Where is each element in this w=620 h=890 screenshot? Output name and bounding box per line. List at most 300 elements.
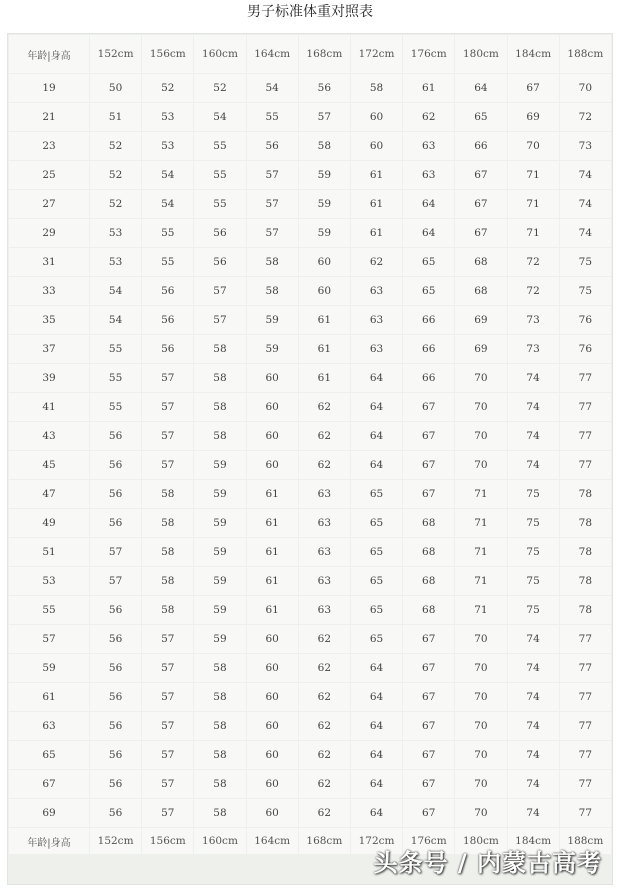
- weight-cell: 57: [194, 277, 245, 305]
- weight-cell: 61: [351, 219, 402, 247]
- weight-cell: 76: [560, 335, 611, 363]
- weight-cell: 54: [194, 103, 245, 131]
- weight-cell: 57: [299, 103, 350, 131]
- weight-cell: 71: [508, 161, 559, 189]
- weight-cell: 74: [508, 741, 559, 769]
- age-cell: 55: [9, 596, 89, 624]
- weight-cell: 60: [247, 741, 298, 769]
- weight-cell: 67: [403, 654, 454, 682]
- weight-cell: 57: [142, 799, 193, 827]
- table-row: [9, 770, 611, 798]
- table-row: [9, 538, 611, 566]
- weight-cell: 64: [403, 190, 454, 218]
- age-cell: 29: [9, 219, 89, 247]
- age-cell: 69: [9, 799, 89, 827]
- height-header-cell: 188cm: [560, 828, 611, 854]
- weight-cell: 78: [560, 567, 611, 595]
- age-cell: 67: [9, 770, 89, 798]
- table-row: [9, 451, 611, 479]
- weight-table: [8, 34, 612, 855]
- weight-cell: 54: [142, 161, 193, 189]
- weight-cell: 65: [351, 596, 402, 624]
- weight-cell: 57: [247, 219, 298, 247]
- weight-cell: 62: [299, 451, 350, 479]
- table-row: [9, 683, 611, 711]
- weight-cell: 70: [455, 364, 506, 392]
- weight-cell: 70: [455, 770, 506, 798]
- weight-cell: 70: [455, 422, 506, 450]
- height-header-cell: 180cm: [455, 35, 506, 73]
- weight-cell: 62: [299, 393, 350, 421]
- weight-cell: 61: [403, 74, 454, 102]
- weight-cell: 60: [351, 132, 402, 160]
- height-header-cell: 156cm: [142, 828, 193, 854]
- weight-cell: 67: [403, 683, 454, 711]
- weight-cell: 72: [560, 103, 611, 131]
- weight-cell: 73: [508, 335, 559, 363]
- weight-cell: 55: [90, 393, 141, 421]
- weight-cell: 66: [455, 132, 506, 160]
- weight-cell: 74: [508, 625, 559, 653]
- weight-cell: 57: [142, 683, 193, 711]
- weight-cell: 60: [247, 364, 298, 392]
- weight-cell: 54: [90, 277, 141, 305]
- watermark: 头条号 / 内蒙古高考: [373, 849, 602, 877]
- weight-cell: 64: [351, 683, 402, 711]
- weight-cell: 57: [142, 770, 193, 798]
- weight-cell: 55: [194, 161, 245, 189]
- weight-cell: 58: [142, 567, 193, 595]
- weight-cell: 58: [194, 335, 245, 363]
- weight-cell: 58: [194, 770, 245, 798]
- weight-cell: 66: [403, 306, 454, 334]
- weight-cell: 70: [508, 132, 559, 160]
- weight-cell: 71: [455, 509, 506, 537]
- weight-cell: 56: [142, 335, 193, 363]
- weight-cell: 78: [560, 538, 611, 566]
- weight-cell: 60: [351, 103, 402, 131]
- age-cell: 57: [9, 625, 89, 653]
- weight-cell: 71: [455, 480, 506, 508]
- weight-cell: 59: [194, 625, 245, 653]
- weight-cell: 59: [247, 335, 298, 363]
- weight-cell: 64: [351, 422, 402, 450]
- weight-cell: 74: [508, 364, 559, 392]
- weight-cell: 58: [194, 712, 245, 740]
- weight-cell: 74: [560, 219, 611, 247]
- weight-cell: 57: [142, 712, 193, 740]
- age-cell: 31: [9, 248, 89, 276]
- table-row: [9, 799, 611, 827]
- weight-cell: 61: [247, 596, 298, 624]
- weight-cell: 62: [299, 683, 350, 711]
- age-cell: 19: [9, 74, 89, 102]
- weight-cell: 71: [455, 538, 506, 566]
- weight-cell: 58: [142, 538, 193, 566]
- weight-cell: 60: [247, 393, 298, 421]
- corner-label: 年龄|身高: [9, 35, 89, 73]
- table-row: [9, 422, 611, 450]
- weight-cell: 62: [299, 422, 350, 450]
- weight-cell: 56: [90, 480, 141, 508]
- weight-cell: 66: [403, 364, 454, 392]
- weight-table-body: [9, 35, 611, 854]
- weight-cell: 68: [455, 248, 506, 276]
- age-cell: 33: [9, 277, 89, 305]
- height-header-cell: 176cm: [403, 35, 454, 73]
- weight-cell: 78: [560, 596, 611, 624]
- weight-cell: 77: [560, 683, 611, 711]
- weight-cell: 59: [194, 567, 245, 595]
- height-header-cell: 152cm: [90, 828, 141, 854]
- height-header-cell: 156cm: [142, 35, 193, 73]
- weight-cell: 58: [194, 654, 245, 682]
- weight-cell: 57: [142, 741, 193, 769]
- age-cell: 27: [9, 190, 89, 218]
- weight-cell: 67: [455, 219, 506, 247]
- height-header-cell: 176cm: [403, 828, 454, 854]
- weight-cell: 67: [403, 393, 454, 421]
- weight-cell: 67: [403, 422, 454, 450]
- weight-cell: 69: [455, 306, 506, 334]
- table-row: [9, 654, 611, 682]
- weight-cell: 61: [351, 190, 402, 218]
- weight-cell: 56: [299, 74, 350, 102]
- weight-cell: 51: [90, 103, 141, 131]
- weight-cell: 60: [247, 770, 298, 798]
- age-cell: 43: [9, 422, 89, 450]
- table-row: [9, 625, 611, 653]
- weight-cell: 75: [560, 277, 611, 305]
- weight-cell: 60: [299, 277, 350, 305]
- weight-cell: 59: [299, 161, 350, 189]
- weight-cell: 70: [455, 741, 506, 769]
- weight-cell: 67: [508, 74, 559, 102]
- weight-cell: 58: [194, 422, 245, 450]
- height-header-cell: 160cm: [194, 828, 245, 854]
- weight-cell: 56: [142, 277, 193, 305]
- weight-cell: 57: [247, 190, 298, 218]
- weight-cell: 56: [90, 422, 141, 450]
- weight-cell: 67: [403, 480, 454, 508]
- weight-cell: 71: [455, 567, 506, 595]
- weight-cell: 59: [299, 219, 350, 247]
- weight-cell: 56: [90, 770, 141, 798]
- weight-cell: 72: [508, 248, 559, 276]
- weight-cell: 57: [142, 625, 193, 653]
- weight-cell: 53: [142, 103, 193, 131]
- weight-cell: 60: [247, 422, 298, 450]
- weight-cell: 75: [508, 567, 559, 595]
- weight-cell: 59: [194, 596, 245, 624]
- table-row: [9, 596, 611, 624]
- weight-cell: 61: [247, 480, 298, 508]
- weight-cell: 64: [351, 393, 402, 421]
- weight-cell: 56: [90, 712, 141, 740]
- weight-cell: 58: [142, 596, 193, 624]
- weight-cell: 71: [455, 596, 506, 624]
- weight-cell: 57: [194, 306, 245, 334]
- weight-cell: 67: [403, 451, 454, 479]
- weight-cell: 60: [299, 248, 350, 276]
- weight-cell: 72: [508, 277, 559, 305]
- weight-cell: 65: [403, 277, 454, 305]
- weight-cell: 56: [194, 248, 245, 276]
- weight-cell: 70: [455, 625, 506, 653]
- weight-cell: 77: [560, 799, 611, 827]
- weight-cell: 56: [90, 741, 141, 769]
- weight-cell: 62: [299, 625, 350, 653]
- weight-cell: 67: [403, 625, 454, 653]
- weight-cell: 64: [351, 451, 402, 479]
- weight-cell: 57: [142, 451, 193, 479]
- weight-cell: 55: [90, 364, 141, 392]
- weight-cell: 55: [142, 248, 193, 276]
- weight-cell: 65: [351, 538, 402, 566]
- height-header-cell: 172cm: [351, 828, 402, 854]
- weight-cell: 58: [247, 277, 298, 305]
- weight-cell: 67: [403, 741, 454, 769]
- weight-cell: 62: [403, 103, 454, 131]
- weight-cell: 56: [90, 654, 141, 682]
- weight-cell: 62: [299, 799, 350, 827]
- table-row: [9, 741, 611, 769]
- weight-cell: 52: [90, 161, 141, 189]
- weight-cell: 70: [455, 654, 506, 682]
- weight-cell: 55: [194, 132, 245, 160]
- weight-cell: 67: [455, 190, 506, 218]
- table-row: [9, 712, 611, 740]
- weight-cell: 57: [142, 654, 193, 682]
- age-cell: 37: [9, 335, 89, 363]
- weight-cell: 74: [508, 799, 559, 827]
- weight-cell: 70: [455, 451, 506, 479]
- height-header-cell: 164cm: [247, 35, 298, 73]
- weight-cell: 63: [351, 306, 402, 334]
- weight-cell: 60: [247, 654, 298, 682]
- weight-cell: 65: [351, 625, 402, 653]
- weight-cell: 60: [247, 712, 298, 740]
- weight-cell: 77: [560, 654, 611, 682]
- weight-cell: 64: [403, 219, 454, 247]
- weight-cell: 52: [194, 74, 245, 102]
- age-cell: 25: [9, 161, 89, 189]
- height-header-cell: 184cm: [508, 35, 559, 73]
- weight-cell: 64: [351, 654, 402, 682]
- weight-cell: 59: [194, 538, 245, 566]
- weight-cell: 63: [351, 335, 402, 363]
- weight-cell: 71: [508, 190, 559, 218]
- age-cell: 53: [9, 567, 89, 595]
- weight-cell: 70: [455, 683, 506, 711]
- weight-cell: 74: [508, 451, 559, 479]
- weight-cell: 62: [299, 770, 350, 798]
- height-header-cell: 184cm: [508, 828, 559, 854]
- weight-cell: 65: [351, 567, 402, 595]
- weight-cell: 56: [194, 219, 245, 247]
- weight-cell: 58: [142, 480, 193, 508]
- weight-cell: 74: [508, 422, 559, 450]
- weight-cell: 59: [194, 451, 245, 479]
- weight-cell: 55: [247, 103, 298, 131]
- weight-cell: 57: [247, 161, 298, 189]
- weight-cell: 58: [194, 741, 245, 769]
- weight-cell: 60: [247, 799, 298, 827]
- weight-cell: 77: [560, 393, 611, 421]
- weight-cell: 56: [142, 306, 193, 334]
- height-header-cell: 164cm: [247, 828, 298, 854]
- weight-cell: 74: [508, 393, 559, 421]
- weight-cell: 64: [351, 712, 402, 740]
- weight-cell: 63: [299, 480, 350, 508]
- weight-cell: 65: [351, 509, 402, 537]
- weight-cell: 68: [403, 538, 454, 566]
- weight-cell: 57: [90, 538, 141, 566]
- corner-label: 年龄|身高: [9, 828, 89, 854]
- weight-cell: 77: [560, 712, 611, 740]
- weight-cell: 59: [247, 306, 298, 334]
- weight-cell: 77: [560, 451, 611, 479]
- weight-cell: 50: [90, 74, 141, 102]
- weight-cell: 56: [90, 451, 141, 479]
- table-row: [9, 364, 611, 392]
- weight-cell: 61: [247, 538, 298, 566]
- age-cell: 63: [9, 712, 89, 740]
- weight-cell: 58: [194, 683, 245, 711]
- weight-cell: 52: [142, 74, 193, 102]
- table-row: [9, 161, 611, 189]
- weight-cell: 76: [560, 306, 611, 334]
- weight-cell: 56: [247, 132, 298, 160]
- table-row: [9, 219, 611, 247]
- age-cell: 45: [9, 451, 89, 479]
- weight-cell: 57: [90, 567, 141, 595]
- weight-cell: 74: [508, 654, 559, 682]
- weight-cell: 68: [403, 596, 454, 624]
- weight-cell: 70: [560, 74, 611, 102]
- weight-cell: 62: [299, 712, 350, 740]
- weight-cell: 77: [560, 422, 611, 450]
- weight-cell: 70: [455, 799, 506, 827]
- weight-cell: 63: [299, 567, 350, 595]
- table-row: [9, 103, 611, 131]
- weight-cell: 74: [560, 190, 611, 218]
- weight-cell: 60: [247, 625, 298, 653]
- weight-cell: 71: [508, 219, 559, 247]
- weight-cell: 53: [142, 132, 193, 160]
- weight-cell: 56: [90, 509, 141, 537]
- height-header-cell: 172cm: [351, 35, 402, 73]
- weight-cell: 77: [560, 770, 611, 798]
- weight-cell: 75: [560, 248, 611, 276]
- weight-cell: 62: [299, 654, 350, 682]
- age-cell: 47: [9, 480, 89, 508]
- table-row: [9, 248, 611, 276]
- age-cell: 61: [9, 683, 89, 711]
- weight-cell: 54: [90, 306, 141, 334]
- height-header-cell: 168cm: [299, 828, 350, 854]
- weight-cell: 59: [194, 480, 245, 508]
- age-cell: 65: [9, 741, 89, 769]
- weight-cell: 64: [351, 770, 402, 798]
- weight-cell: 58: [299, 132, 350, 160]
- weight-cell: 55: [142, 219, 193, 247]
- age-cell: 49: [9, 509, 89, 537]
- weight-cell: 52: [90, 190, 141, 218]
- weight-cell: 60: [247, 451, 298, 479]
- weight-cell: 77: [560, 741, 611, 769]
- weight-cell: 63: [299, 596, 350, 624]
- table-row: [9, 509, 611, 537]
- weight-cell: 74: [508, 683, 559, 711]
- age-cell: 39: [9, 364, 89, 392]
- table-row: [9, 393, 611, 421]
- weight-cell: 62: [299, 741, 350, 769]
- weight-cell: 65: [403, 248, 454, 276]
- weight-cell: 70: [455, 393, 506, 421]
- weight-cell: 64: [455, 74, 506, 102]
- weight-cell: 75: [508, 480, 559, 508]
- weight-cell: 54: [142, 190, 193, 218]
- table-row: [9, 567, 611, 595]
- weight-cell: 54: [247, 74, 298, 102]
- weight-cell: 77: [560, 625, 611, 653]
- weight-cell: 58: [351, 74, 402, 102]
- weight-cell: 70: [455, 712, 506, 740]
- table-row: [9, 74, 611, 102]
- weight-cell: 57: [142, 393, 193, 421]
- weight-cell: 67: [403, 770, 454, 798]
- weight-cell: 66: [403, 335, 454, 363]
- height-header-cell: 168cm: [299, 35, 350, 73]
- weight-cell: 63: [403, 132, 454, 160]
- weight-cell: 74: [560, 161, 611, 189]
- weight-cell: 61: [299, 335, 350, 363]
- weight-cell: 57: [142, 364, 193, 392]
- weight-cell: 73: [508, 306, 559, 334]
- weight-cell: 61: [247, 509, 298, 537]
- weight-cell: 67: [403, 712, 454, 740]
- weight-cell: 64: [351, 741, 402, 769]
- weight-cell: 77: [560, 364, 611, 392]
- weight-table-container: [7, 33, 613, 885]
- weight-cell: 61: [299, 306, 350, 334]
- weight-cell: 68: [455, 277, 506, 305]
- weight-cell: 65: [351, 480, 402, 508]
- table-row: [9, 335, 611, 363]
- height-header-cell: 152cm: [90, 35, 141, 73]
- weight-cell: 63: [403, 161, 454, 189]
- weight-cell: 56: [90, 625, 141, 653]
- age-cell: 59: [9, 654, 89, 682]
- weight-cell: 63: [299, 509, 350, 537]
- table-row: [9, 480, 611, 508]
- age-cell: 41: [9, 393, 89, 421]
- weight-cell: 58: [194, 393, 245, 421]
- weight-cell: 58: [247, 248, 298, 276]
- table-row: [9, 306, 611, 334]
- weight-cell: 73: [560, 132, 611, 160]
- weight-cell: 61: [247, 567, 298, 595]
- weight-cell: 58: [194, 364, 245, 392]
- weight-cell: 58: [142, 509, 193, 537]
- weight-cell: 75: [508, 538, 559, 566]
- weight-cell: 56: [90, 683, 141, 711]
- weight-cell: 60: [247, 683, 298, 711]
- weight-cell: 64: [351, 799, 402, 827]
- weight-cell: 61: [299, 364, 350, 392]
- weight-cell: 57: [142, 422, 193, 450]
